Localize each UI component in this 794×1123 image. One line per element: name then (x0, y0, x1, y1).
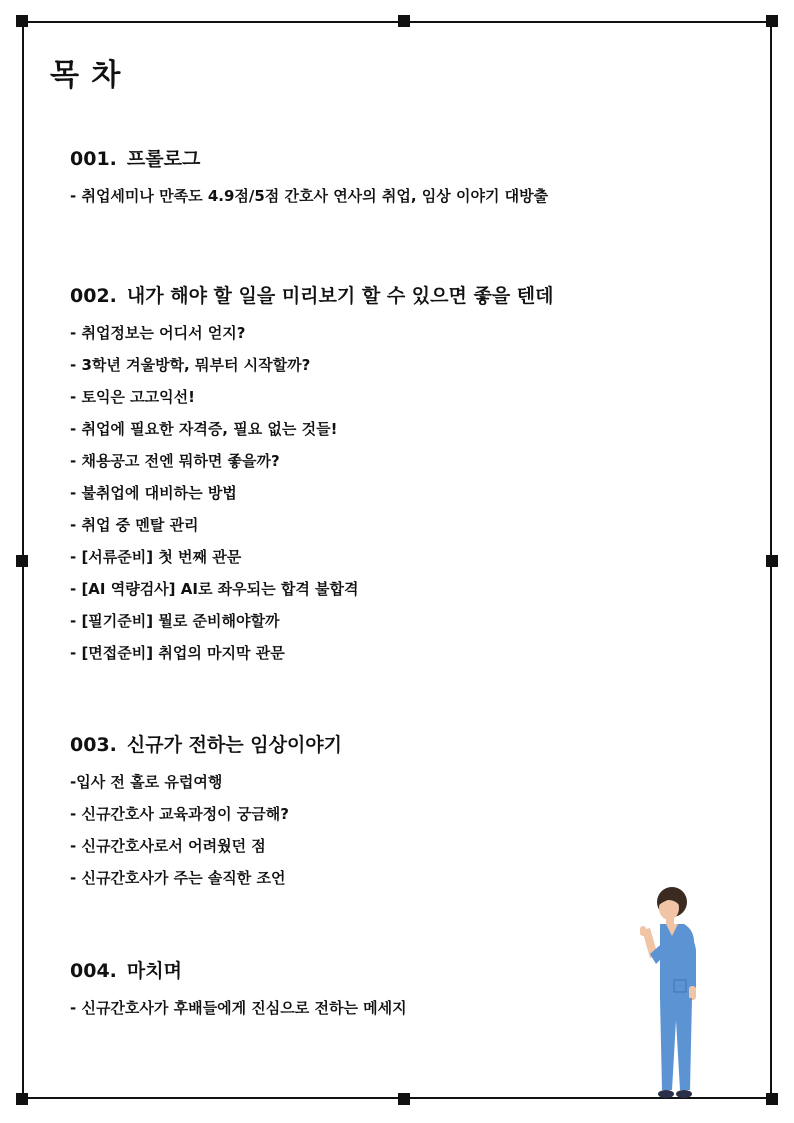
section-title: 프롤로그 (126, 148, 201, 170)
resize-handle-bottom-right[interactable] (766, 1093, 778, 1105)
section-number: 003. (70, 734, 117, 756)
list-item: - 취업에 필요한 자격증, 필요 없는 것들! (70, 420, 338, 438)
resize-handle-middle-right[interactable] (766, 555, 778, 567)
resize-handle-bottom-left[interactable] (16, 1093, 28, 1105)
section-item-list (70, 180, 650, 212)
section-clinical-story (70, 732, 650, 894)
section-closing (70, 958, 650, 1024)
list-item: - [면접준비] 취업의 마지막 관문 (70, 644, 285, 662)
list-item: - 취업 중 멘탈 관리 (70, 516, 199, 534)
list-item: - [서류준비] 첫 번째 관문 (70, 548, 242, 566)
list-item: - 신규간호사로서 어려웠던 점 (70, 837, 266, 855)
section-item-list (70, 317, 650, 669)
list-item: - [필기준비] 뭘로 준비해야할까 (70, 612, 280, 630)
resize-handle-top-center[interactable] (398, 15, 410, 27)
section-heading (70, 732, 650, 758)
section-item-list (70, 766, 650, 894)
list-item: - 취업정보는 어디서 얻지? (70, 324, 246, 342)
section-number: 004. (70, 960, 117, 982)
section-heading (70, 146, 650, 172)
section-item-list (70, 992, 650, 1024)
list-item: - [AI 역량검사] AI로 좌우되는 합격 불합격 (70, 580, 359, 598)
list-item: - 토익은 고고익선! (70, 388, 195, 406)
list-item: - 불취업에 대비하는 방법 (70, 484, 237, 502)
list-item: - 채용공고 전엔 뭐하면 좋을까? (70, 452, 280, 470)
list-item: - 취업세미나 만족도 4.9점/5점 간호사 연사의 취업, 임상 이야기 대방출 (70, 187, 549, 205)
section-title: 신규가 전하는 임상이야기 (126, 734, 343, 756)
section-title: 마치며 (126, 960, 182, 982)
section-number: 002. (70, 285, 117, 307)
list-item: -입사 전 홀로 유럽여행 (70, 773, 223, 791)
list-item: - 신규간호사 교육과정이 궁금해? (70, 805, 289, 823)
list-item: - 신규간호사가 후배들에게 진심으로 전하는 메세지 (70, 999, 407, 1017)
list-item: - 신규간호사가 주는 솔직한 조언 (70, 869, 286, 887)
section-title: 내가 해야 할 일을 미리보기 할 수 있으면 좋을 텐데 (126, 285, 554, 307)
page-title: 목 차 (50, 58, 122, 93)
section-heading (70, 283, 650, 309)
resize-handle-bottom-center[interactable] (398, 1093, 410, 1105)
section-prologue (70, 146, 650, 212)
section-preview (70, 283, 650, 669)
list-item: - 3학년 겨울방학, 뭐부터 시작할까? (70, 356, 311, 374)
resize-handle-top-right[interactable] (766, 15, 778, 27)
section-heading (70, 958, 650, 984)
resize-handle-top-left[interactable] (16, 15, 28, 27)
nurse-illustration-icon (628, 880, 708, 1110)
resize-handle-middle-left[interactable] (16, 555, 28, 567)
section-number: 001. (70, 148, 117, 170)
